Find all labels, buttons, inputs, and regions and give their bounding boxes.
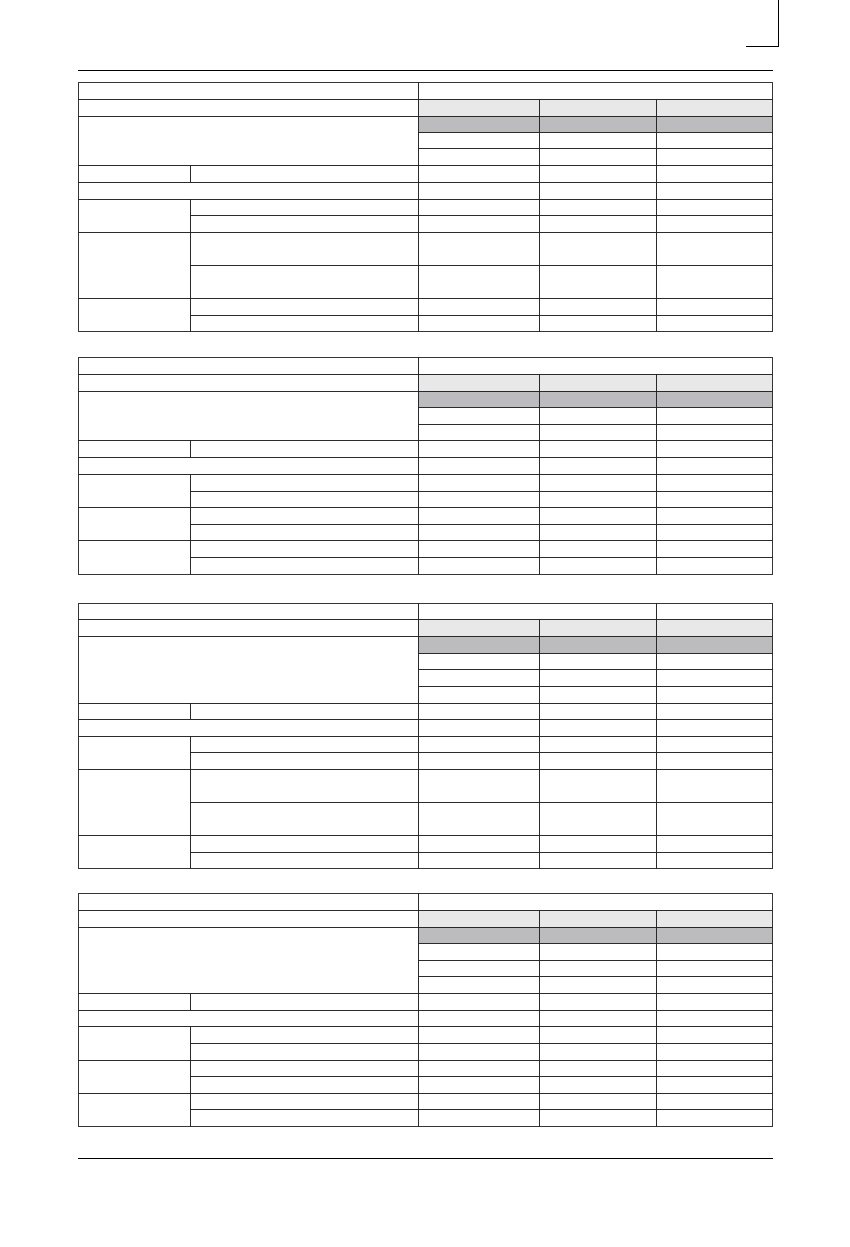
table-cell [540, 200, 657, 216]
table-cell [657, 720, 773, 737]
table-cell [657, 961, 773, 977]
table-cell [657, 166, 773, 183]
table-cell [657, 408, 773, 425]
table-cell [657, 299, 773, 316]
table-cell [79, 737, 191, 770]
table-cell [79, 894, 419, 911]
table-cell [79, 1061, 191, 1094]
table-cell [419, 928, 540, 944]
table-cell [419, 441, 540, 458]
table-cell [419, 977, 540, 994]
spec-table-4-grid [78, 893, 773, 1127]
table-cell [191, 508, 419, 525]
table-cell [419, 654, 540, 670]
table-cell [419, 720, 540, 737]
table-cell [419, 375, 540, 392]
table-cell [657, 1011, 773, 1027]
spec-table-1 [78, 82, 773, 332]
table-cell [79, 117, 419, 166]
table-cell [419, 216, 540, 233]
table-cell [191, 770, 419, 803]
table-cell [419, 117, 540, 133]
table-cell [419, 803, 540, 836]
table-cell [657, 1061, 773, 1077]
table-cell [419, 508, 540, 525]
table-cell [540, 944, 657, 961]
table-cell [540, 233, 657, 266]
table-cell [419, 637, 540, 654]
table-cell [540, 836, 657, 853]
table-cell [79, 475, 191, 508]
table-cell [419, 1077, 540, 1094]
table-cell [419, 753, 540, 770]
table-cell [540, 117, 657, 133]
table-cell [657, 100, 773, 117]
table-cell [79, 200, 191, 233]
table-cell [79, 1027, 191, 1061]
table-cell [191, 558, 419, 575]
table-cell [657, 770, 773, 803]
table-cell [191, 200, 419, 216]
table-cell [540, 1027, 657, 1044]
table-cell [540, 299, 657, 316]
table-cell [191, 1094, 419, 1110]
table-cell [657, 200, 773, 216]
table-cell [419, 1027, 540, 1044]
table-cell [191, 737, 419, 753]
table-cell [540, 637, 657, 654]
table-cell [191, 316, 419, 332]
table-cell [540, 558, 657, 575]
table-cell [657, 117, 773, 133]
table-cell [419, 475, 540, 492]
table-cell [419, 670, 540, 687]
table-cell [79, 358, 419, 375]
table-cell [657, 1027, 773, 1044]
table-cell [657, 375, 773, 392]
table-cell [657, 558, 773, 575]
table-cell [191, 753, 419, 770]
table-cell [419, 687, 540, 704]
table-cell [657, 928, 773, 944]
table-cell [191, 166, 419, 183]
table-cell [657, 977, 773, 994]
table-cell [419, 961, 540, 977]
table-cell [79, 508, 191, 541]
table-cell [540, 1011, 657, 1027]
table-cell [419, 83, 773, 100]
table-cell [657, 637, 773, 654]
table-cell [657, 525, 773, 541]
table-cell [657, 1044, 773, 1061]
table-cell [540, 525, 657, 541]
table-cell [191, 994, 419, 1011]
table-cell [79, 392, 419, 441]
table-cell [191, 1110, 419, 1127]
table-cell [657, 508, 773, 525]
table-cell [657, 475, 773, 492]
table-cell [79, 928, 419, 994]
table-cell [79, 770, 191, 836]
table-cell [657, 1094, 773, 1110]
table-cell [191, 266, 419, 299]
table-cell [419, 541, 540, 558]
table-cell [419, 704, 540, 720]
table-cell [540, 133, 657, 149]
table-cell [79, 166, 191, 183]
table-cell [657, 458, 773, 475]
table-cell [79, 720, 419, 737]
table-cell [79, 1094, 191, 1127]
table-cell [79, 541, 191, 575]
table-cell [191, 803, 419, 836]
table-cell [419, 408, 540, 425]
table-cell [79, 83, 419, 100]
spec-table-3 [78, 603, 773, 869]
table-cell [540, 392, 657, 408]
table-cell [657, 911, 773, 928]
table-cell [657, 753, 773, 770]
page-footer-rule [78, 1158, 773, 1159]
table-cell [657, 149, 773, 166]
table-cell [540, 425, 657, 441]
table-cell [657, 853, 773, 869]
table-cell [419, 1061, 540, 1077]
spec-table-3-grid [78, 603, 773, 869]
table-cell [540, 737, 657, 753]
table-cell [419, 1094, 540, 1110]
table-cell [191, 853, 419, 869]
table-cell [657, 687, 773, 704]
table-cell [540, 753, 657, 770]
table-cell [540, 1094, 657, 1110]
table-cell [540, 458, 657, 475]
table-cell [540, 720, 657, 737]
table-cell [540, 994, 657, 1011]
table-cell [191, 233, 419, 266]
table-cell [657, 392, 773, 408]
table-cell [540, 803, 657, 836]
table-cell [540, 100, 657, 117]
table-cell [657, 183, 773, 200]
table-cell [657, 670, 773, 687]
table-cell [79, 375, 419, 392]
table-cell [191, 492, 419, 508]
table-cell [419, 770, 540, 803]
table-cell [419, 558, 540, 575]
table-cell [540, 977, 657, 994]
table-cell [419, 525, 540, 541]
table-cell [191, 441, 419, 458]
table-cell [191, 1061, 419, 1077]
table-cell [419, 458, 540, 475]
table-cell [419, 183, 540, 200]
table-cell [657, 316, 773, 332]
table-cell [657, 1077, 773, 1094]
table-cell [79, 604, 419, 620]
table-cell [419, 299, 540, 316]
table-cell [419, 392, 540, 408]
table-cell [419, 149, 540, 166]
table-cell [540, 620, 657, 637]
table-cell [419, 737, 540, 753]
table-cell [540, 704, 657, 720]
table-cell [419, 911, 540, 928]
table-cell [657, 604, 773, 620]
table-cell [419, 836, 540, 853]
table-cell [540, 670, 657, 687]
table-cell [79, 994, 191, 1011]
table-cell [657, 133, 773, 149]
table-cell [540, 166, 657, 183]
table-cell [540, 1110, 657, 1127]
table-cell [79, 1011, 419, 1027]
table-cell [419, 425, 540, 441]
crop-mark-vertical [778, 0, 779, 46]
table-cell [540, 853, 657, 869]
table-cell [419, 994, 540, 1011]
table-cell [79, 100, 419, 117]
table-cell [191, 475, 419, 492]
table-cell [540, 492, 657, 508]
table-cell [657, 654, 773, 670]
table-cell [657, 836, 773, 853]
table-cell [657, 944, 773, 961]
table-cell [657, 1110, 773, 1127]
table-cell [540, 375, 657, 392]
table-cell [191, 1077, 419, 1094]
table-cell [540, 508, 657, 525]
table-cell [540, 928, 657, 944]
table-cell [540, 216, 657, 233]
table-cell [540, 183, 657, 200]
table-cell [540, 1044, 657, 1061]
table-cell [419, 1044, 540, 1061]
table-cell [657, 737, 773, 753]
table-cell [79, 911, 419, 928]
table-cell [79, 637, 419, 704]
table-cell [79, 458, 419, 475]
table-cell [191, 541, 419, 558]
table-cell [540, 687, 657, 704]
table-cell [657, 266, 773, 299]
table-cell [191, 525, 419, 541]
table-cell [657, 441, 773, 458]
table-cell [79, 620, 419, 637]
table-cell [657, 216, 773, 233]
table-cell [419, 492, 540, 508]
table-cell [657, 803, 773, 836]
table-cell [540, 316, 657, 332]
spec-table-1-grid [78, 82, 773, 332]
table-cell [540, 441, 657, 458]
table-cell [657, 233, 773, 266]
table-cell [191, 836, 419, 853]
table-cell [419, 944, 540, 961]
table-cell [540, 911, 657, 928]
table-cell [419, 166, 540, 183]
table-cell [419, 620, 540, 637]
page-header-rule [78, 70, 773, 71]
table-cell [419, 604, 657, 620]
table-cell [419, 200, 540, 216]
table-cell [191, 1044, 419, 1061]
table-cell [79, 704, 191, 720]
table-cell [540, 770, 657, 803]
spec-table-2-grid [78, 357, 773, 575]
table-cell [657, 541, 773, 558]
table-cell [419, 133, 540, 149]
table-cell [79, 183, 419, 200]
table-cell [540, 1061, 657, 1077]
table-cell [540, 654, 657, 670]
spec-table-4 [78, 893, 773, 1127]
table-cell [79, 836, 191, 869]
table-cell [657, 620, 773, 637]
table-cell [540, 149, 657, 166]
table-cell [657, 704, 773, 720]
table-cell [419, 316, 540, 332]
table-cell [657, 492, 773, 508]
table-cell [419, 100, 540, 117]
table-cell [419, 853, 540, 869]
table-cell [79, 233, 191, 299]
table-cell [540, 266, 657, 299]
table-cell [540, 541, 657, 558]
table-cell [419, 358, 773, 375]
table-cell [540, 1077, 657, 1094]
table-cell [191, 704, 419, 720]
table-cell [419, 233, 540, 266]
table-cell [540, 408, 657, 425]
table-cell [657, 425, 773, 441]
table-cell [540, 961, 657, 977]
table-cell [419, 266, 540, 299]
table-cell [540, 475, 657, 492]
table-cell [191, 1027, 419, 1044]
table-cell [79, 299, 191, 332]
crop-mark-horizontal [746, 46, 779, 47]
table-cell [419, 894, 773, 911]
spec-table-2 [78, 357, 773, 575]
table-cell [191, 299, 419, 316]
table-cell [191, 216, 419, 233]
table-cell [657, 994, 773, 1011]
table-cell [79, 441, 191, 458]
table-cell [419, 1011, 540, 1027]
table-cell [419, 1110, 540, 1127]
